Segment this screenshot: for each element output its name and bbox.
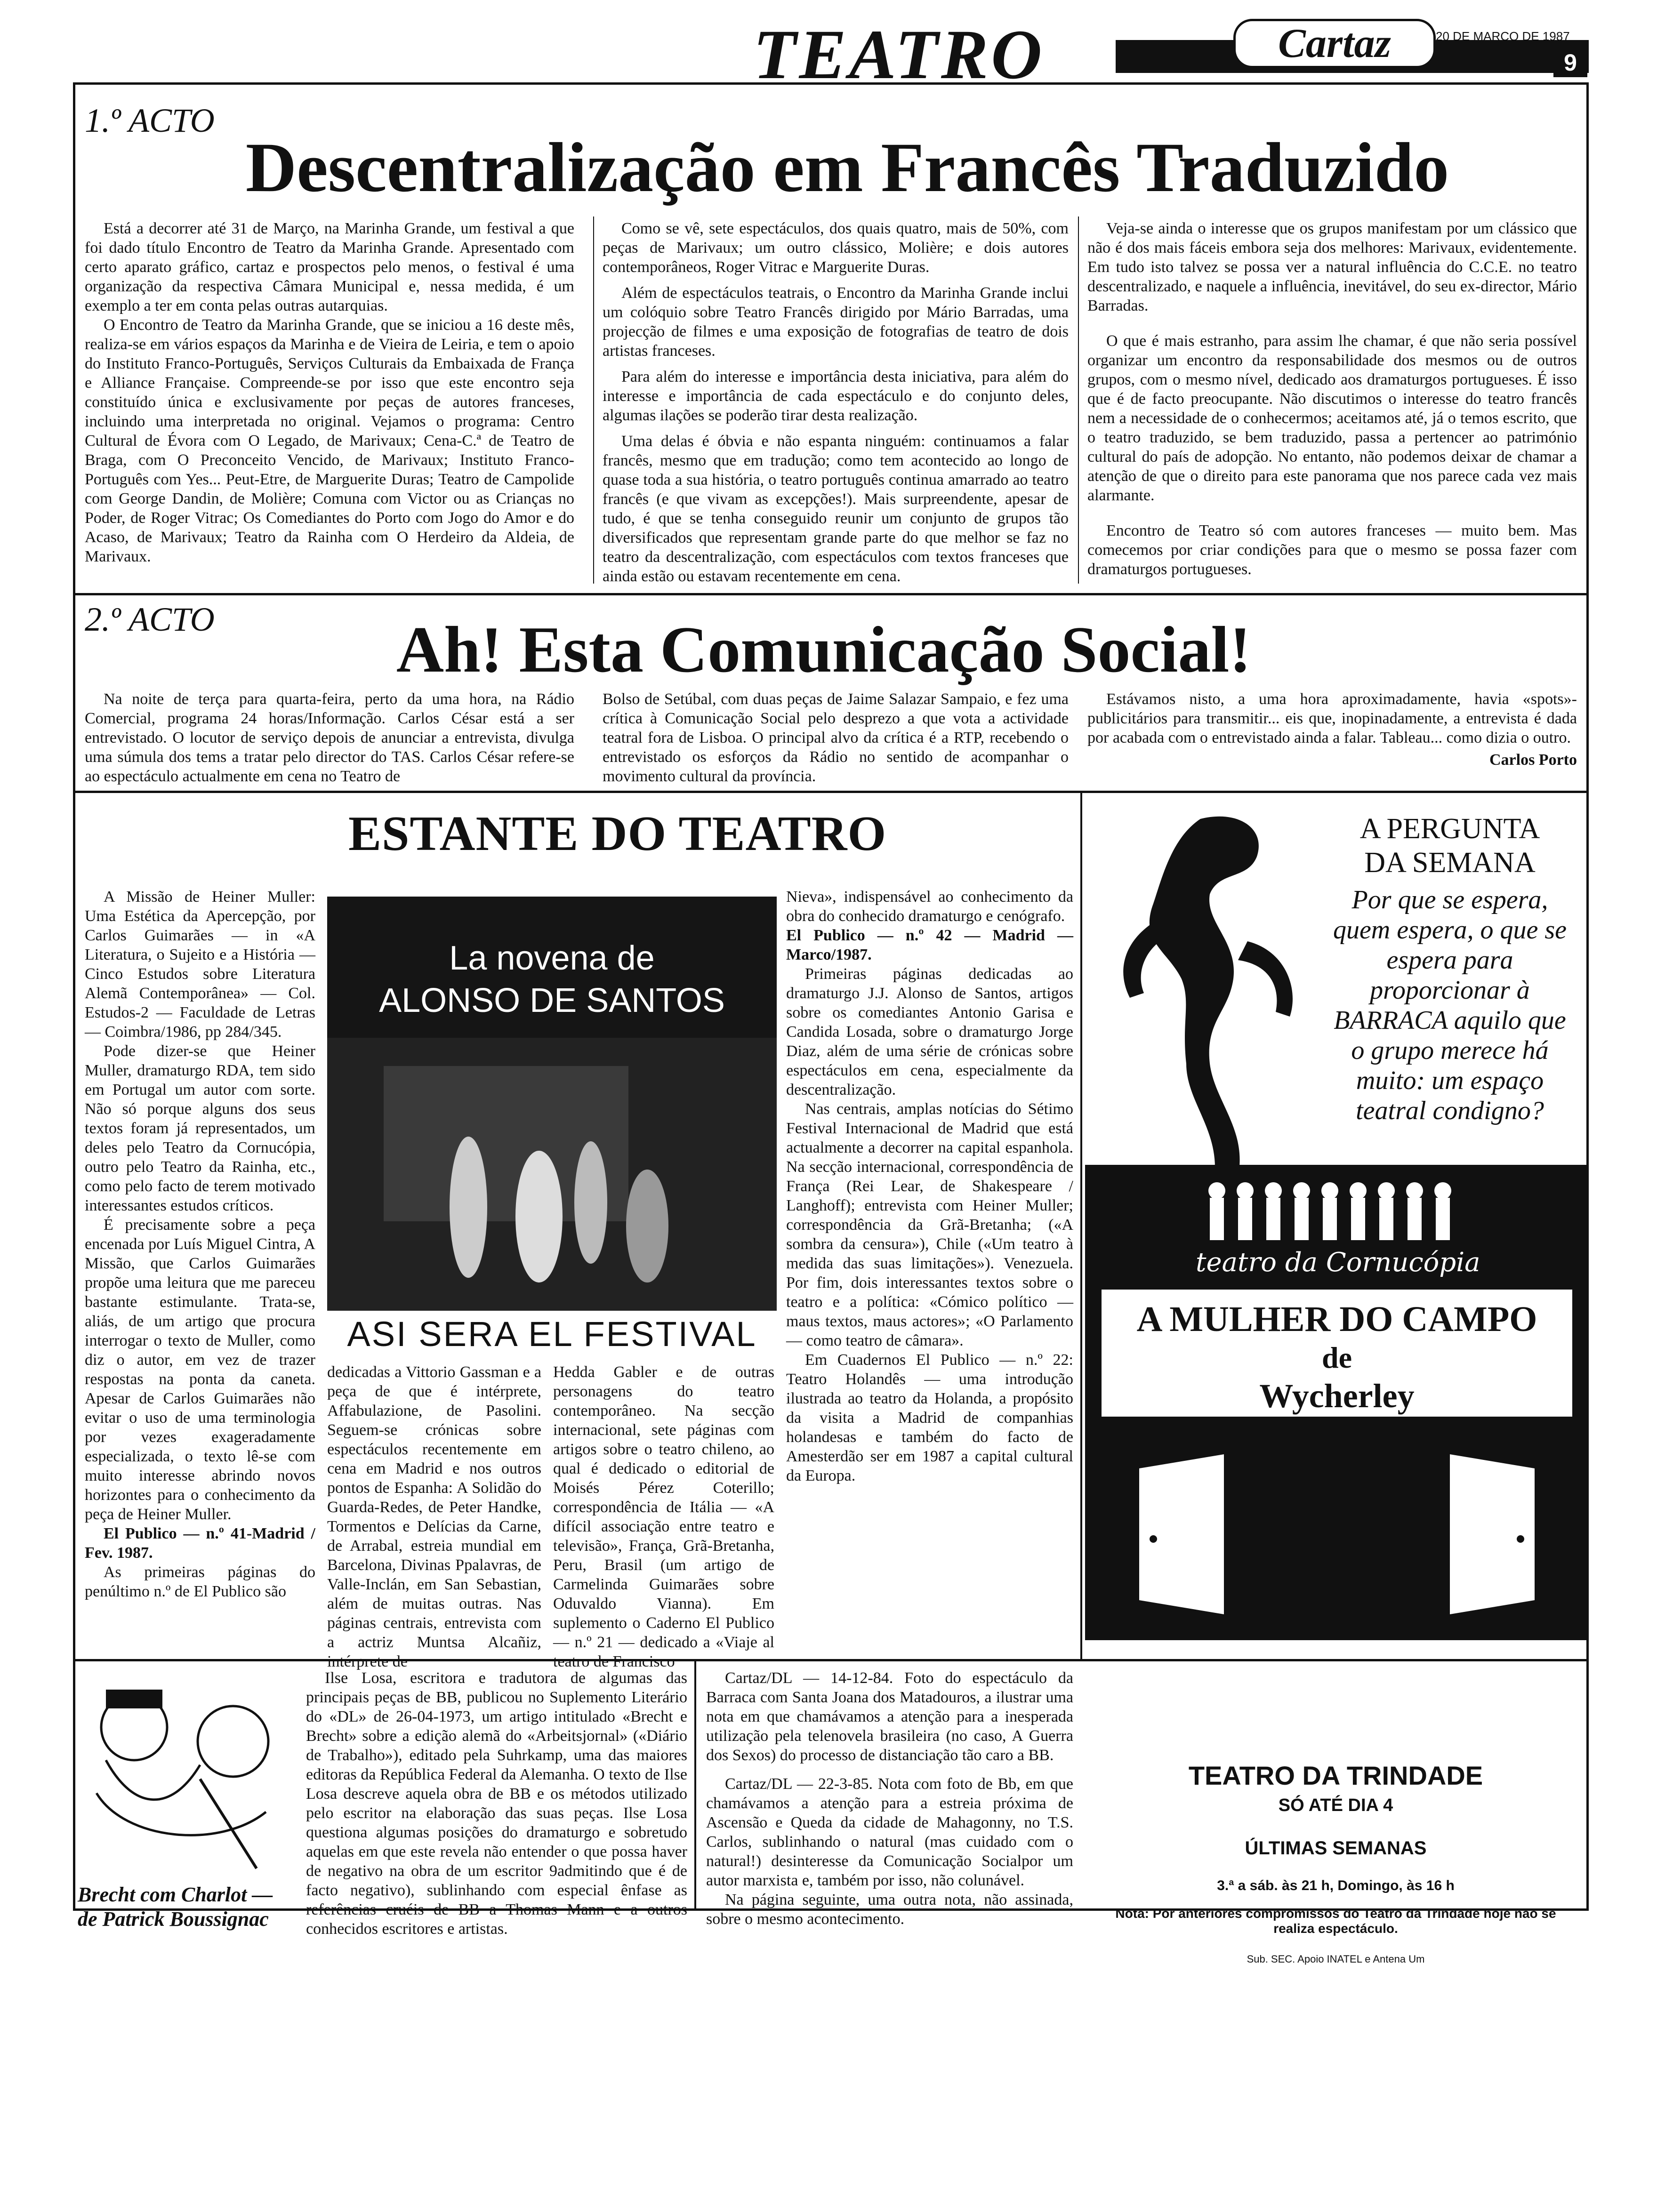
trindade-schedule: 3.ª a sáb. às 21 h, Domingo, às 16 h	[1217, 1878, 1455, 1893]
doors-illustration	[1120, 1450, 1553, 1619]
paragraph: O que é mais estranho, para assim lhe chamar, é que não seria possível organizar um encontro da responsabilidade dos mesmos ou de outros grupos, com o mesmo nível, dedicado aos dramaturgos portugueses. É isso que é de facto preocupante. Não discutimos o interesse do teatro francês nem a necessidade de o conhecermos; aceitamos até, já o temos escrito, que o teatro traduzido, se bem traduzido, passa a pertencer ao património cultural do país de adopção. No entanto, não podemos deixar de chamar a atenção de que o direito para este panorama que nos parece cada vez mais alarmante.	[1087, 332, 1577, 504]
dancer-illustration	[1097, 800, 1323, 1186]
article-column	[1087, 219, 1577, 579]
paragraph: Nieva», indispensável ao conhecimento da obra do conhecido dramaturgo e cenógrafo.	[786, 888, 1073, 925]
article-column	[306, 1668, 687, 1939]
paragraph: Na noite de terça para quarta-feira, perto da uma hora, na Rádio Comercial, programa 24 horas/Informação. Carlos César está a ser entrevistado. O locutor de serviço depois de anunciar a entrevista, divulga uma súmula dos tems a tratar pelo director do TAS. Carlos César refere-se ao espectáculo actualmente em cena no Teatro de	[85, 690, 574, 785]
drawing-caption-line: Brecht com Charlot —	[78, 1883, 273, 1906]
headline: Descentralização em Francês Traduzido	[245, 128, 1449, 207]
article-column	[327, 1362, 541, 1671]
headline: Ah! Esta Comunicação Social!	[396, 613, 1252, 686]
actors-silhouette	[1205, 1179, 1469, 1245]
question-title	[1337, 812, 1563, 880]
play-title-de: de	[1322, 1341, 1352, 1374]
divider	[73, 1659, 1589, 1661]
act-label: 2.º ACTO	[85, 601, 215, 638]
brecht-charlot-drawing	[78, 1671, 285, 1878]
act-label: 1.º ACTO	[85, 102, 215, 139]
drawing-caption-line: de Patrick Boussignac	[78, 1907, 269, 1931]
article-column	[603, 689, 1069, 786]
paragraph: É precisamente sobre a peça encenada por Luís Miguel Cintra, A Missão, que Carlos Guimarães propõe uma leitura que me pareceu bastante estimulante. Trata-se, aliás, de um artigo que procura interrogar o texto de Muller, como diz o autor, em vez de trazer respostas na ponta da caneta. Apesar de Carlos Guimarães não evitar o uso de uma terminologia por vezes exageradamente especializada, o texto lê-se com muito interesse abrindo novos horizontes para o conhecimento da peça de Heiner Muller.	[85, 1216, 315, 1523]
article-column	[603, 219, 1069, 586]
paragraph: Primeiras páginas dedicadas ao dramaturgo J.J. Alonso de Santos, artigos sobre os comediantes Antonio Garisa e Candida Losada, sobre o dramaturgo Jorge Diaz, além de uma série de crónicas sobre espectáculos em cena, especialmente da descentralização.	[786, 965, 1073, 1098]
paragraph: Para além do interesse e importância desta iniciativa, para além do interesse e importância de cada espectáculo e do conjunto deles, algumas ilações se poderão tirar desta realização.	[603, 368, 1069, 424]
article-column	[1087, 689, 1577, 769]
divider	[1078, 216, 1079, 584]
paragraph: Na página seguinte, uma outra nota, não assinada, sobre o mesmo acontecimento.	[706, 1891, 1073, 1928]
section-title: TEATRO	[753, 16, 1045, 94]
estante-title	[348, 805, 887, 875]
trindade-weeks: ÚLTIMAS SEMANAS	[1245, 1838, 1427, 1859]
paragraph: El Publico — n.º 41-Madrid / Fev. 1987.	[85, 1525, 315, 1562]
paragraph: Pode dizer-se que Heiner Muller, dramaturgo RDA, tem sido em Portugal um autor com sorte. Não só porque alguns dos seus textos foram já representados, um deles pelo Teatro da Cornucópia, outro pelo Teatro da Rainha, etc., como pelo facto de terem motivado interessantes estudos críticos.	[85, 1042, 315, 1214]
article-column	[85, 689, 574, 786]
divider	[694, 1659, 696, 1911]
article-column	[786, 887, 1073, 1485]
festival-photo	[327, 897, 777, 1358]
estante-title-text: ESTANTE DO TEATRO	[348, 806, 887, 861]
issue-date: 20 DE MARÇO DE 1987	[1436, 29, 1570, 43]
drawing-caption	[78, 1883, 273, 1931]
paragraph: Estávamos nisto, a uma hora aproximadamente, havia «spots»-publicitários para transmitir... eis que, inopinadamente, a entrevista é dada por acabada com o entrevistado ainda a falar. Tableau... como dizia o outro.	[1087, 690, 1577, 746]
byline: Carlos Porto	[1489, 751, 1577, 769]
paragraph: Veja-se ainda o interesse que os grupos manifestam por um clássico que não é dos mais fáceis embora seja dos melhores: Marivaux, evidentemente. Em tudo isto talvez se possa ver a natural influência do C.C.E. no teatro descentralizado, e naquele a influência, inevitável, do seu ex-director, Mário Barradas.	[1087, 220, 1577, 314]
paragraph: Além de espectáculos teatrais, o Encontro da Marinha Grande inclui um colóquio sobre Teatro Francês dirigido por Mário Barradas, uma projecção de filmes e uma exposição de fotografias de teatro de dois artistas franceses.	[603, 284, 1069, 360]
paragraph: Cartaz/DL — 14-12-84. Foto do espectáculo da Barraca com Santa Joana dos Matadouros, a ilustrar uma nota em que chamávamos a atenção para a inesperada utilização pela telenovela brasileira (no caso, A Guerra dos Sexos) do processo de distanciação tão caro a BB.	[706, 1669, 1073, 1764]
play-title-box	[1102, 1290, 1572, 1417]
article-column	[553, 1362, 774, 1671]
trindade-dates: SÓ ATÉ DIA 4	[1278, 1795, 1393, 1815]
trindade-title: TEATRO DA TRINDADE	[1188, 1761, 1483, 1790]
divider	[73, 593, 1589, 595]
paragraph: Está a decorrer até 31 de Março, na Marinha Grande, um festival a que foi dado título Encontro de Teatro da Marinha Grande. Apresentado com certo aparato gráfico, cartaz e prospectos pelo menos, o festival é uma organização da respectiva Câmara Municipal e, nessa medida, é um exemplo a ter em conta pelas outras autarquias.	[85, 220, 574, 314]
stage-figures	[327, 1038, 777, 1311]
paragraph: As primeiras páginas do penúltimo n.º de El Publico são	[85, 1563, 315, 1600]
paragraph: Uma delas é óbvia e não espanta ninguém: continuamos a falar francês, mesmo que em tradução; como tem acontecido ao longo de quase toda a sua história, o teatro português continua amarrado ao teatro francês (e que vivam as excepções!). Mais surpreendente, apesar de tudo, é que se tenha conseguido reunir um conjunto de grupos tão diversificados que representam grande parte do que melhor se faz no teatro da descentralização, com espectáculos com textos franceses que ainda estão ou estavam recentemente em cena.	[603, 433, 1069, 585]
page-number: 9	[1553, 48, 1587, 77]
divider	[1080, 791, 1082, 1659]
photo-heading: La novena de	[449, 939, 655, 977]
question-title-line: DA SEMANA	[1364, 847, 1536, 879]
article-column	[85, 219, 574, 566]
paragraph: Cartaz/DL — 22-3-85. Nota com foto de Bb, em que chamávamos a atenção para a estreia próxima de Ascensão e Queda da cidade de Mahagonny, no T.S. Carlos, sublinhando o natural (mas cuidado com o natural!) desinteresse da Comunicação Socialpor um autor marxista e, também por isso, não colunável.	[706, 1775, 1073, 1889]
play-author: Wycherley	[1259, 1377, 1415, 1415]
brand-logo: Cartaz	[1233, 19, 1436, 68]
cornucopia-logo: teatro da Cornucópia	[1196, 1247, 1480, 1278]
trindade-sponsor: Sub. SEC. Apoio INATEL e Antena Um	[1247, 1953, 1425, 1965]
trindade-note: Nota: Por anteriores compromissos do Teatro da Trindade hoje não se realiza espectáculo.	[1115, 1906, 1556, 1936]
paragraph: Bolso de Setúbal, com duas peças de Jaime Salazar Sampaio, e fez uma crítica à Comunicação Social pelo desprezo a que vota a actividade teatral fora de Lisboa. O principal alvo da crítica é a RTP, recebendo o entrevistado os esforços da Rádio no sentido de acompanhar o movimento cultural da província.	[603, 690, 1069, 785]
divider	[73, 791, 1589, 793]
paragraph: dedicadas a Vittorio Gassman e a peça de que é intérprete, Affabulazione, de Pasolini. Seguem-se crónicas sobre espectáculos recentemente em cena em Madrid e nos outros pontos de Espanha: A Solidão do Guarda-Redes, de Peter Handke, Tormentos e Delícias da Carne, de Arrabal, estreia mundial em Barcelona, Divinas Ppalavras, de Valle-Inclán, em San Sebastian, além de muitas outras. Nas páginas centrais, entrevista com a actriz Muntsa Alcañiz, intérprete de	[327, 1363, 541, 1670]
question-text: Por que se espera, quem espera, o que se espera para proporcionar à BARRACA aquilo que o grupo merece há muito: um espaço teatral condigno?	[1333, 885, 1567, 1125]
paragraph: Hedda Gabler e de outras personagens do teatro contemporâneo. Na secção internacional, sete páginas com artigos sobre o teatro chileno, ao qual é dedicado o editorial de Moisés Pérez Coterillo; correspondência de Itália — «A difícil associação entre teatro e televisão», França, Grã-Bretanha, Peru, Brasil (um artigo de Carmelinda Guimarães sobre Oduvaldo Vianna). Em suplemento o Caderno El Publico — n.º 21 — dedicado a «Viaje al teatro de Francisco	[553, 1363, 774, 1670]
paragraph: Nas centrais, amplas notícias do Sétimo Festival Internacional de Madrid que está actualmente a decorrer na capital espanhola. Na secção internacional, correspondência de França (Rei Lear, de Shakespeare / Langhoff); entrevista com Heiner Muller; correspondência da Grã-Bretanha; («A sombra da censura»), Chile («Um teatro à medida das suas limitações»). Venezuela. Por fim, dois interessantes textos sobre o teatro e a política: «Cómico político — maus textos, maus actores»; «O Parlamento — como teatro de câmara».	[786, 1100, 1073, 1349]
paragraph: Como se vê, sete espectáculos, dos quais quatro, mais de 50%, com peças de Marivaux; um outro clássico, Molière; e dois autores contemporâneos, Roger Vitrac e Marguerite Duras.	[603, 220, 1069, 276]
question-title-line: A PERGUNTA	[1359, 813, 1540, 845]
paragraph: Encontro de Teatro só com autores franceses — muito bem. Mas comecemos por criar condições para que o mesmo se possa fazer com dramaturgos portugueses.	[1087, 522, 1577, 578]
paragraph: Ilse Losa, escritora e tradutora de algumas das principais peças de BB, publicou no Suplemento Literário do «DL» de 26-04-1973, um artigo intitulado «Brecht e Brecht» sobre a edição alemã do «Arbeitsjornal» («Diário de Trabalho»), editado pela Suhrkamp, uma das maiores editoras da República Federal da Alemanha. O texto de Ilse Losa descreve aquela obra de BB e os métodos utilizado pelo escritor na elaboração das suas peças. Ilse Losa questiona algumas posições do dramaturgo e sobretudo aquelas em que este revela não entender o que possa haver de negativo na obra de um escritor 9admitindo que é de facto negativo), sublinhando com especial ênfase as referências cruéis de BB a Thomas Mann e a outros conhecidos escritores e artistas.	[306, 1669, 687, 1938]
paragraph: O Encontro de Teatro da Marinha Grande, que se iniciou a 16 deste mês, realiza-se em vários espaços da Marinha e de Vieira de Leiria, e tem o apoio do Instituto Franco-Português, Serviços Culturais da Embaixada de França e Alliance Française. Compreende-se por isso que este encontro seja constituído única e exclusivamente por peças de autores franceses, incluindo uma interpretada no original. Vejamos o programa: Centro Cultural de Évora com O Legado, de Marivaux; Cena-C.ª de Teatro de Braga, com O Preconceito Vencido, de Marivaux; Instituto Franco-Português com Yes... Peut-Etre, de Marguerite Duras; Teatro de Campolide com George Dandin, de Molière; Comuna com Victor ou as Crianças no Poder, de Roger Vitrac; Os Comediantes do Porto com Jogo do Amor e do Acaso, de Marivaux; Teatro da Rainha com O Herdeiro da Aldeia, de Marivaux.	[85, 316, 574, 565]
paragraph: El Publico — n.º 42 — Madrid — Marco/1987.	[786, 927, 1073, 963]
play-title: A MULHER DO CAMPO	[1136, 1299, 1537, 1339]
photo-heading: ALONSO DE SANTOS	[379, 982, 725, 1019]
divider	[593, 216, 594, 584]
article-column	[85, 887, 315, 1601]
article-column	[706, 1668, 1073, 1929]
paragraph: Em Cuadernos El Publico — n.º 22: Teatro Holandês — uma introdução ilustrada ao teatro da Holanda, a propósito da visita a Madrid de companhias holandesas e também do facto de Amesterdão ser em 1987 a capital cultural da Europa.	[786, 1351, 1073, 1484]
paragraph: A Missão de Heiner Muller: Uma Estética da Apercepção, por Carlos Guimarães — in «A Literatura, o Sujeito e a História — Cinco Estudos sobre Literatura Alemã Contemporânea» — Col. Estudos-2 — Faculdade de Letras — Coimbra/1986, pp 284/345.	[85, 888, 315, 1041]
photo-caption: ASI SERA EL FESTIVAL	[327, 1311, 777, 1358]
